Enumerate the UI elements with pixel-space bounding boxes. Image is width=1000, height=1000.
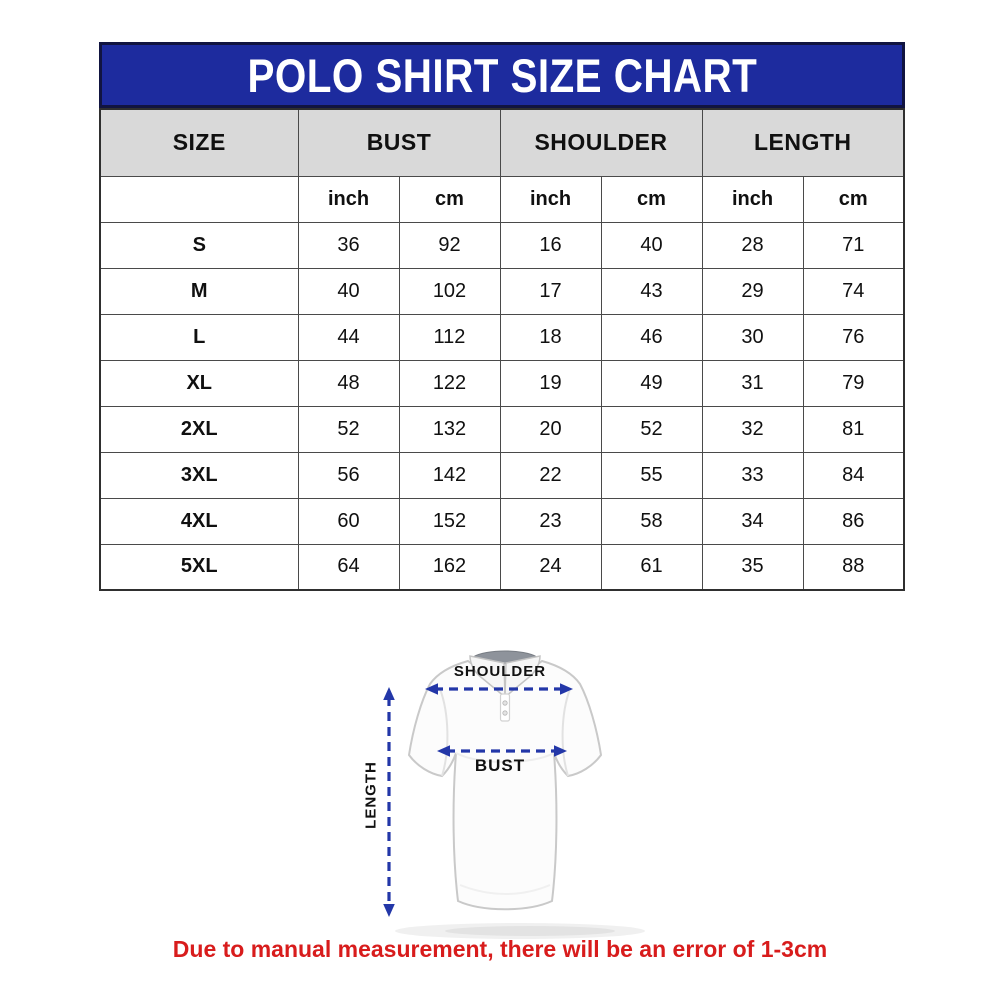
size-chart-table <box>99 108 905 591</box>
measurement-value: 48 <box>298 360 399 406</box>
measurement-value: 61 <box>601 544 702 590</box>
measurement-value: 28 <box>702 222 803 268</box>
placket <box>501 694 510 721</box>
size-table-body <box>100 222 904 590</box>
table-row <box>100 360 904 406</box>
measurement-value: 44 <box>298 314 399 360</box>
table-row <box>100 498 904 544</box>
unit-header-empty <box>100 176 298 222</box>
measurement-value: 43 <box>601 268 702 314</box>
measurement-value: 64 <box>298 544 399 590</box>
length-measure-arrow <box>383 687 395 917</box>
measurement-value: 22 <box>500 452 601 498</box>
unit-header: inch <box>500 176 601 222</box>
measurement-value: 49 <box>601 360 702 406</box>
measurement-value: 162 <box>399 544 500 590</box>
measurement-value: 92 <box>399 222 500 268</box>
measurement-value: 40 <box>298 268 399 314</box>
table-row <box>100 544 904 590</box>
measurement-value: 20 <box>500 406 601 452</box>
column-header-size: SIZE <box>100 109 298 176</box>
table-row <box>100 222 904 268</box>
button <box>503 711 507 715</box>
size-label: 5XL <box>100 544 298 590</box>
chart-title-banner <box>99 42 905 108</box>
measurement-value: 152 <box>399 498 500 544</box>
measurement-diagram <box>0 600 1000 945</box>
measurement-value: 16 <box>500 222 601 268</box>
measurement-value: 32 <box>702 406 803 452</box>
unit-header: cm <box>601 176 702 222</box>
measurement-value: 33 <box>702 452 803 498</box>
measurement-value: 122 <box>399 360 500 406</box>
measurement-value: 36 <box>298 222 399 268</box>
measurement-note: Due to manual measurement, there will be an error of 1-3cm <box>172 936 828 962</box>
length-label: LENGTH <box>362 761 380 829</box>
measurement-value: 52 <box>298 406 399 452</box>
measurement-value: 76 <box>803 314 904 360</box>
measurement-value: 30 <box>702 314 803 360</box>
size-label: L <box>100 314 298 360</box>
measurement-value: 34 <box>702 498 803 544</box>
unit-header: inch <box>298 176 399 222</box>
measurement-value: 74 <box>803 268 904 314</box>
measurement-value: 71 <box>803 222 904 268</box>
size-label: XL <box>100 360 298 406</box>
measurement-value: 18 <box>500 314 601 360</box>
shirt-shadow-inner <box>445 926 615 936</box>
unit-header: cm <box>399 176 500 222</box>
measurement-value: 88 <box>803 544 904 590</box>
measurement-value: 23 <box>500 498 601 544</box>
shoulder-label: SHOULDER <box>453 663 547 680</box>
measurement-value: 55 <box>601 452 702 498</box>
column-header-shoulder: SHOULDER <box>500 109 702 176</box>
bust-label: BUST <box>474 756 526 775</box>
column-header-bust: BUST <box>298 109 500 176</box>
unit-header: cm <box>803 176 904 222</box>
measurement-value: 79 <box>803 360 904 406</box>
measurement-value: 46 <box>601 314 702 360</box>
measurement-value: 19 <box>500 360 601 406</box>
measurement-value: 40 <box>601 222 702 268</box>
measurement-value: 58 <box>601 498 702 544</box>
page-title: POLO SHIRT SIZE CHART <box>247 48 757 102</box>
measurement-value: 29 <box>702 268 803 314</box>
measurement-value: 35 <box>702 544 803 590</box>
button <box>503 701 507 705</box>
unit-header-row <box>100 176 904 222</box>
measurement-value: 132 <box>399 406 500 452</box>
size-label: 2XL <box>100 406 298 452</box>
size-label: M <box>100 268 298 314</box>
measurement-value: 52 <box>601 406 702 452</box>
size-label: S <box>100 222 298 268</box>
measurement-value: 84 <box>803 452 904 498</box>
table-row <box>100 406 904 452</box>
measurement-value: 24 <box>500 544 601 590</box>
measurement-value: 86 <box>803 498 904 544</box>
measurement-value: 102 <box>399 268 500 314</box>
measurement-value: 60 <box>298 498 399 544</box>
column-header-row <box>100 109 904 176</box>
unit-header: inch <box>702 176 803 222</box>
table-row <box>100 268 904 314</box>
table-row <box>100 314 904 360</box>
size-chart <box>99 42 905 591</box>
size-label: 3XL <box>100 452 298 498</box>
measurement-value: 31 <box>702 360 803 406</box>
size-label: 4XL <box>100 498 298 544</box>
measurement-value: 142 <box>399 452 500 498</box>
measurement-value: 112 <box>399 314 500 360</box>
table-row <box>100 452 904 498</box>
measurement-value: 56 <box>298 452 399 498</box>
measurement-value: 17 <box>500 268 601 314</box>
measurement-value: 81 <box>803 406 904 452</box>
column-header-length: LENGTH <box>702 109 904 176</box>
